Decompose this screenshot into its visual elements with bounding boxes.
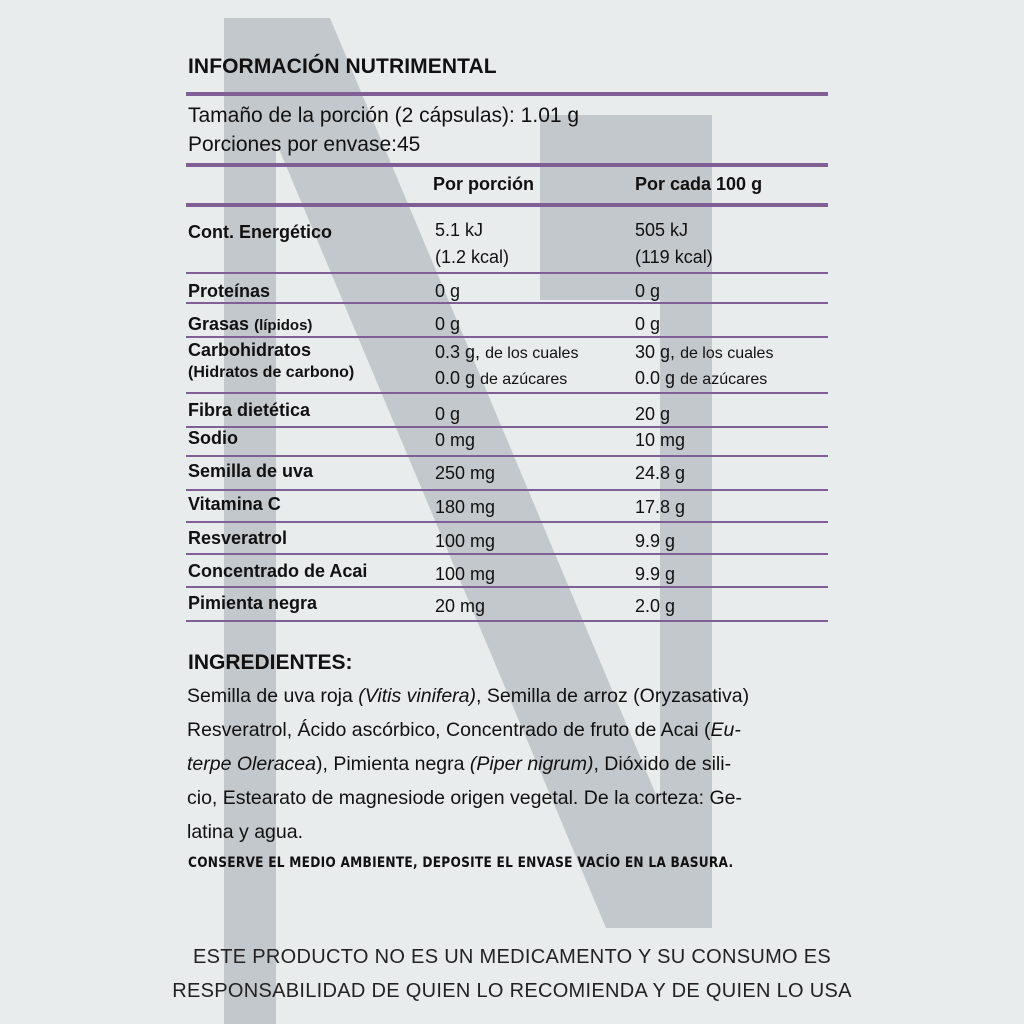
nutrient-name: Carbohidratos <box>188 340 312 360</box>
row-divider <box>186 392 828 394</box>
nutrient-subname: (Hidratos de carbono) <box>188 364 355 381</box>
per-100g-value: 30 g, de los cuales <box>635 342 774 362</box>
per-100g-value: 10 mg <box>635 430 686 450</box>
ingredients-line: latina y agua. <box>187 821 304 843</box>
nutrient-name: Semilla de uva <box>188 461 314 481</box>
per-100g-value: 9.9 g <box>635 564 676 584</box>
row-divider <box>186 553 828 555</box>
per-100g-value: 505 kJ <box>635 220 689 240</box>
per-serving-value: 100 mg <box>435 531 496 551</box>
per-serving-value: 20 mg <box>435 596 486 616</box>
per-100g-value: 0 g <box>635 281 661 301</box>
row-divider <box>186 302 828 304</box>
nutrient-name: Vitamina C <box>188 494 281 514</box>
divider <box>186 92 828 96</box>
per-100g-value: 0.0 g de azúcares <box>635 368 768 388</box>
nutrient-name: Grasas (lípidos) <box>188 314 313 334</box>
row-divider <box>186 586 828 588</box>
page-title: INFORMACIÓN NUTRIMENTAL <box>188 55 497 78</box>
column-header-per-100g: Por cada 100 g <box>635 174 763 194</box>
per-100g-value: 0 g <box>635 314 661 334</box>
nutrient-name: Concentrado de Acai <box>188 561 368 581</box>
ingredients-title: INGREDIENTES: <box>188 651 353 674</box>
per-serving-value: 0 mg <box>435 430 476 450</box>
per-100g-value: 20 g <box>635 404 671 424</box>
per-serving-value: (1.2 kcal) <box>435 247 510 267</box>
per-serving-value: 0.0 g de azúcares <box>435 368 568 388</box>
ingredients-text <box>187 679 847 849</box>
per-serving-value: 5.1 kJ <box>435 220 484 240</box>
nutrient-name: Cont. Energético <box>188 222 333 242</box>
row-divider <box>186 455 828 457</box>
per-serving-value: 250 mg <box>435 463 496 483</box>
serving-size: Tamaño de la porción (2 cápsulas): 1.01 g <box>188 104 580 127</box>
ingredients-line: Resveratrol, Ácido ascórbico, Concentrado de fruto de Acai (Eu- <box>187 719 741 741</box>
nutrient-name: Pimienta negra <box>188 593 318 613</box>
disclaimer-line: ESTE PRODUCTO NO ES UN MEDICAMENTO Y SU CONSUMO ES <box>192 946 832 968</box>
ingredients-line: terpe Oleracea), Pimienta negra (Piper nigrum), Dióxido de sili- <box>187 753 732 775</box>
per-100g-value: (119 kcal) <box>635 247 713 267</box>
per-serving-value: 0.3 g, de los cuales <box>435 342 579 362</box>
servings-per-container: Porciones por envase:45 <box>188 133 421 156</box>
environment-note: CONSERVE EL MEDIO AMBIENTE, DEPOSITE EL ENVASE VACÍO EN LA BASURA. <box>188 855 734 871</box>
row-divider <box>186 489 828 491</box>
nutrient-name: Sodio <box>188 428 238 448</box>
ingredients-line: cio, Estearato de magnesiode origen vegetal. De la corteza: Ge- <box>187 787 742 809</box>
row-divider <box>186 620 828 622</box>
nutrient-name: Resveratrol <box>188 528 288 548</box>
nutrient-name: Fibra dietética <box>188 400 311 420</box>
per-100g-value: 2.0 g <box>635 596 676 616</box>
row-divider <box>186 272 828 274</box>
row-divider <box>186 426 828 428</box>
divider <box>186 163 828 167</box>
column-header-per-serving: Por porción <box>433 174 535 194</box>
per-serving-value: 0 g <box>435 314 461 334</box>
row-divider <box>186 521 828 523</box>
divider <box>186 203 828 207</box>
ingredients-line: Semilla de uva roja (Vitis vinifera), Semilla de arroz (Oryzasativa) <box>187 685 750 707</box>
per-serving-value: 100 mg <box>435 564 496 584</box>
per-serving-value: 0 g <box>435 281 461 301</box>
per-100g-value: 24.8 g <box>635 463 686 483</box>
disclaimer-line: RESPONSABILIDAD DE QUIEN LO RECOMIENDA Y DE QUIEN LO USA <box>172 980 852 1002</box>
per-100g-value: 9.9 g <box>635 531 676 551</box>
per-serving-value: 180 mg <box>435 497 496 517</box>
per-serving-value: 0 g <box>435 404 461 424</box>
per-100g-value: 17.8 g <box>635 497 686 517</box>
nutrient-name: Proteínas <box>188 281 271 301</box>
